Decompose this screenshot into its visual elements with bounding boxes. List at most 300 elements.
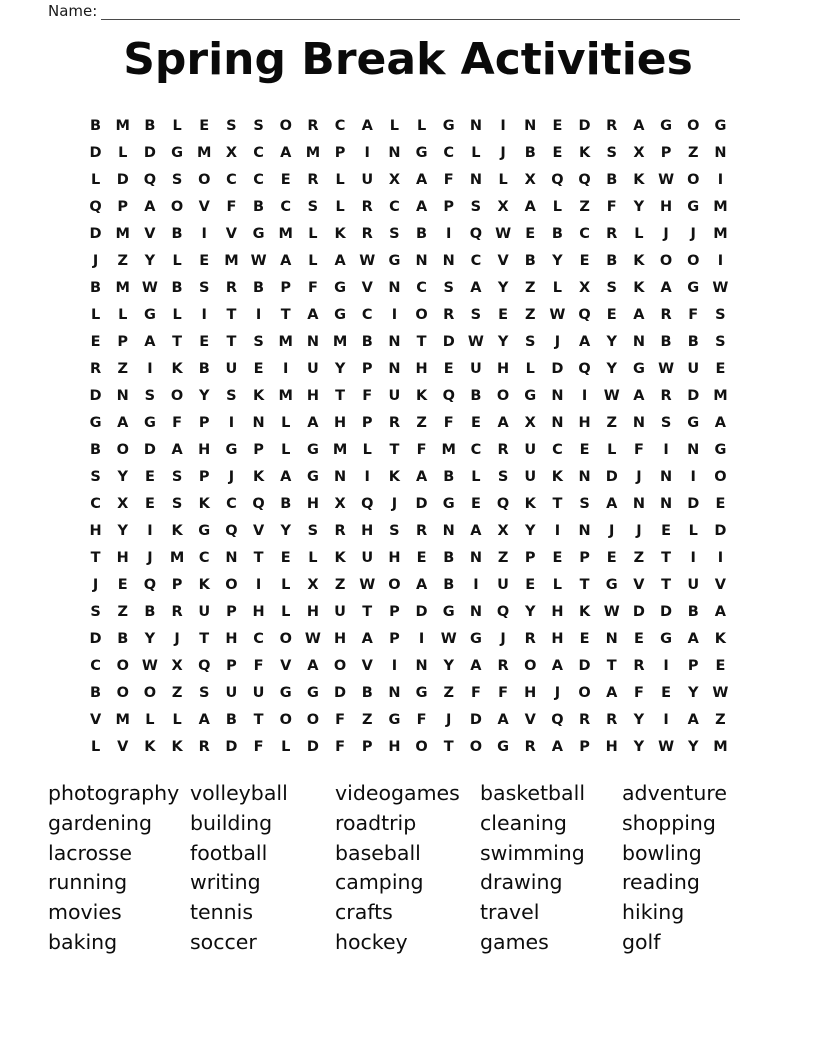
grid-cell[interactable]: W (141, 657, 158, 674)
grid-cell[interactable]: H (306, 603, 319, 620)
grid-cell[interactable]: L (281, 576, 291, 593)
grid-cell[interactable]: L (552, 576, 563, 593)
grid-cell[interactable]: R (633, 657, 645, 674)
grid-cell[interactable]: F (335, 711, 346, 728)
grid-cell[interactable]: E (280, 171, 291, 188)
grid-cell[interactable]: Z (497, 549, 509, 566)
grid-cell[interactable]: J (500, 630, 506, 647)
grid-cell[interactable]: T (253, 549, 264, 566)
grid-cell[interactable]: H (334, 414, 347, 431)
grid-cell[interactable]: F (633, 441, 644, 458)
grid-cell[interactable]: G (687, 414, 700, 431)
grid-cell[interactable]: X (307, 576, 319, 593)
grid-cell[interactable]: N (551, 414, 564, 431)
grid-cell[interactable]: N (578, 522, 591, 539)
grid-cell[interactable]: H (116, 549, 129, 566)
grid-cell[interactable]: D (143, 144, 156, 161)
grid-cell[interactable]: R (524, 630, 536, 647)
grid-cell[interactable]: S (226, 387, 237, 404)
grid-cell[interactable]: A (144, 333, 156, 350)
grid-cell[interactable]: X (334, 495, 346, 512)
grid-cell[interactable]: J (147, 549, 153, 566)
grid-cell[interactable]: Y (606, 333, 617, 350)
grid-cell[interactable]: Z (171, 684, 183, 701)
grid-cell[interactable]: F (335, 738, 346, 755)
grid-cell[interactable]: R (497, 657, 509, 674)
grid-cell[interactable]: W (549, 306, 566, 323)
grid-cell[interactable]: A (633, 117, 645, 134)
grid-cell[interactable]: Y (552, 252, 563, 269)
grid-cell[interactable]: T (606, 657, 617, 674)
grid-cell[interactable]: I (690, 549, 696, 566)
grid-cell[interactable]: B (90, 279, 102, 296)
grid-cell[interactable]: L (90, 171, 101, 188)
grid-cell[interactable]: L (118, 144, 128, 161)
grid-cell[interactable]: A (117, 414, 129, 431)
grid-cell[interactable]: Y (280, 522, 291, 539)
grid-cell[interactable]: M (713, 387, 728, 404)
grid-cell[interactable]: O (415, 306, 428, 323)
grid-cell[interactable]: H (306, 495, 319, 512)
grid-cell[interactable]: T (362, 603, 373, 620)
grid-cell[interactable]: W (250, 252, 267, 269)
grid-cell[interactable]: R (660, 387, 672, 404)
grid-cell[interactable]: S (389, 225, 400, 242)
grid-cell[interactable]: N (388, 144, 401, 161)
grid-cell[interactable]: A (470, 522, 482, 539)
grid-cell[interactable]: I (201, 225, 207, 242)
grid-cell[interactable]: O (469, 738, 483, 755)
grid-cell[interactable]: N (632, 495, 645, 512)
grid-cell[interactable]: H (578, 414, 591, 431)
grid-cell[interactable]: K (633, 252, 645, 269)
name-fill-in-line[interactable] (101, 5, 740, 20)
grid-cell[interactable]: G (632, 360, 645, 377)
grid-cell[interactable]: I (554, 522, 561, 539)
grid-cell[interactable]: R (198, 738, 210, 755)
grid-cell[interactable]: O (714, 468, 727, 485)
grid-cell[interactable]: V (252, 522, 265, 539)
grid-cell[interactable]: E (280, 549, 291, 566)
grid-cell[interactable]: E (552, 117, 563, 134)
grid-cell[interactable]: E (498, 306, 509, 323)
grid-cell[interactable]: C (443, 144, 455, 161)
grid-cell[interactable]: I (147, 360, 153, 377)
grid-cell[interactable]: E (715, 360, 726, 377)
grid-cell[interactable]: N (469, 603, 482, 620)
grid-cell[interactable]: L (172, 252, 182, 269)
grid-cell[interactable]: K (171, 522, 183, 539)
grid-cell[interactable]: A (714, 414, 727, 431)
grid-cell[interactable]: M (441, 441, 456, 458)
grid-cell[interactable]: N (632, 414, 645, 431)
grid-cell[interactable]: S (199, 684, 210, 701)
grid-cell[interactable]: U (361, 171, 374, 188)
grid-cell[interactable]: A (307, 306, 319, 323)
grid-cell[interactable]: S (171, 468, 183, 485)
grid-cell[interactable]: H (605, 738, 618, 755)
grid-cell[interactable]: H (415, 360, 428, 377)
grid-cell[interactable]: A (470, 657, 482, 674)
grid-cell[interactable]: I (391, 306, 398, 323)
grid-cell[interactable]: Z (117, 360, 128, 377)
grid-cell[interactable]: U (388, 387, 401, 404)
grid-cell[interactable]: N (578, 468, 591, 485)
grid-cell[interactable]: S (443, 279, 454, 296)
grid-cell[interactable]: I (283, 360, 289, 377)
grid-cell[interactable]: J (609, 522, 615, 539)
grid-cell[interactable]: W (359, 252, 376, 269)
grid-cell[interactable]: N (469, 171, 482, 188)
grid-cell[interactable]: P (389, 603, 400, 620)
grid-cell[interactable]: K (633, 171, 645, 188)
grid-cell[interactable]: I (255, 576, 262, 593)
grid-cell[interactable]: Q (442, 387, 455, 404)
grid-cell[interactable]: A (497, 414, 509, 431)
grid-cell[interactable]: T (552, 495, 563, 512)
grid-cell[interactable]: J (690, 225, 696, 242)
grid-cell[interactable]: L (498, 171, 508, 188)
grid-cell[interactable]: V (361, 657, 373, 674)
grid-cell[interactable]: V (225, 225, 238, 242)
grid-cell[interactable]: T (280, 306, 291, 323)
grid-cell[interactable]: X (388, 171, 400, 188)
grid-cell[interactable]: H (551, 630, 564, 647)
grid-cell[interactable]: O (170, 387, 184, 404)
grid-cell[interactable]: I (418, 630, 425, 647)
grid-cell[interactable]: N (660, 468, 673, 485)
grid-cell[interactable]: C (579, 225, 590, 242)
grid-cell[interactable]: I (663, 657, 669, 674)
grid-cell[interactable]: S (715, 333, 726, 350)
grid-cell[interactable]: B (443, 576, 455, 593)
grid-cell[interactable]: K (171, 738, 183, 755)
grid-cell[interactable]: W (304, 630, 321, 647)
grid-cell[interactable]: A (415, 198, 428, 215)
grid-cell[interactable]: O (415, 738, 428, 755)
grid-cell[interactable]: P (280, 279, 292, 296)
grid-cell[interactable]: F (307, 279, 318, 296)
grid-cell[interactable]: Q (578, 360, 591, 377)
grid-cell[interactable]: P (361, 414, 373, 431)
grid-cell[interactable]: R (443, 306, 455, 323)
grid-cell[interactable]: Q (551, 711, 564, 728)
grid-cell[interactable]: S (606, 144, 617, 161)
grid-cell[interactable]: X (578, 279, 591, 296)
grid-cell[interactable]: G (469, 630, 482, 647)
grid-cell[interactable]: P (334, 144, 346, 161)
grid-cell[interactable]: S (226, 117, 237, 134)
grid-cell[interactable]: G (388, 252, 401, 269)
grid-cell[interactable]: H (660, 198, 673, 215)
grid-cell[interactable]: E (579, 441, 590, 458)
grid-cell[interactable]: T (335, 387, 346, 404)
grid-cell[interactable]: B (171, 279, 183, 296)
grid-cell[interactable]: Z (633, 549, 645, 566)
grid-cell[interactable]: B (90, 684, 102, 701)
grid-cell[interactable]: L (281, 441, 291, 458)
grid-cell[interactable]: G (714, 117, 727, 134)
grid-cell[interactable]: L (471, 468, 481, 485)
grid-cell[interactable]: Q (89, 198, 102, 215)
grid-cell[interactable]: B (171, 225, 183, 242)
grid-cell[interactable]: H (361, 522, 374, 539)
grid-cell[interactable]: C (198, 549, 210, 566)
grid-cell[interactable]: A (171, 441, 183, 458)
grid-cell[interactable]: S (253, 117, 264, 134)
grid-cell[interactable]: U (524, 441, 537, 458)
grid-cell[interactable]: G (334, 306, 347, 323)
grid-cell[interactable]: W (603, 387, 620, 404)
grid-cell[interactable]: E (90, 333, 101, 350)
grid-cell[interactable]: N (306, 333, 319, 350)
grid-cell[interactable]: D (143, 441, 156, 458)
grid-cell[interactable]: U (307, 360, 319, 377)
grid-cell[interactable]: E (661, 684, 672, 701)
grid-cell[interactable]: C (389, 198, 400, 215)
grid-cell[interactable]: B (524, 144, 536, 161)
grid-cell[interactable]: Z (117, 603, 128, 620)
grid-cell[interactable]: F (172, 414, 183, 431)
grid-cell[interactable]: R (606, 711, 618, 728)
grid-cell[interactable]: M (169, 549, 185, 566)
grid-cell[interactable]: O (279, 711, 292, 728)
grid-cell[interactable]: R (524, 738, 536, 755)
grid-cell[interactable]: N (116, 387, 129, 404)
grid-cell[interactable]: J (554, 333, 561, 350)
grid-cell[interactable]: D (578, 657, 591, 674)
grid-cell[interactable]: B (470, 387, 482, 404)
grid-cell[interactable]: U (687, 576, 700, 593)
grid-cell[interactable]: S (144, 387, 156, 404)
grid-cell[interactable]: F (226, 198, 237, 215)
grid-cell[interactable]: X (497, 198, 509, 215)
grid-cell[interactable]: Y (117, 468, 128, 485)
grid-cell[interactable]: U (497, 576, 509, 593)
grid-cell[interactable]: R (361, 198, 373, 215)
grid-cell[interactable]: A (524, 198, 536, 215)
grid-cell[interactable]: N (388, 279, 401, 296)
grid-cell[interactable]: E (525, 225, 536, 242)
grid-cell[interactable]: L (308, 225, 318, 242)
grid-cell[interactable]: Y (198, 387, 210, 404)
grid-cell[interactable]: B (687, 333, 699, 350)
grid-cell[interactable]: Y (524, 522, 536, 539)
grid-cell[interactable]: U (225, 360, 238, 377)
grid-cell[interactable]: T (579, 576, 590, 593)
grid-cell[interactable]: Q (496, 603, 510, 620)
grid-cell[interactable]: K (198, 576, 210, 593)
grid-cell[interactable]: W (141, 279, 158, 296)
grid-cell[interactable]: B (117, 630, 129, 647)
grid-cell[interactable]: N (551, 387, 564, 404)
grid-cell[interactable]: D (660, 603, 673, 620)
grid-cell[interactable]: T (226, 306, 237, 323)
grid-cell[interactable]: P (443, 198, 455, 215)
grid-cell[interactable]: G (415, 684, 428, 701)
grid-cell[interactable]: M (115, 117, 130, 134)
grid-cell[interactable]: U (334, 603, 346, 620)
grid-cell[interactable]: J (92, 252, 99, 269)
grid-cell[interactable]: N (334, 468, 347, 485)
grid-cell[interactable]: O (143, 684, 157, 701)
grid-cell[interactable]: D (551, 360, 564, 377)
grid-cell[interactable]: W (440, 630, 457, 647)
grid-cell[interactable]: D (415, 603, 428, 620)
grid-cell[interactable]: N (388, 333, 401, 350)
grid-cell[interactable]: B (280, 495, 292, 512)
grid-cell[interactable]: M (713, 225, 728, 242)
grid-cell[interactable]: W (467, 333, 484, 350)
grid-cell[interactable]: C (253, 171, 264, 188)
grid-cell[interactable]: L (335, 171, 345, 188)
grid-cell[interactable]: O (578, 684, 591, 701)
grid-cell[interactable]: N (632, 333, 645, 350)
grid-cell[interactable]: Z (361, 711, 373, 728)
grid-cell[interactable]: I (255, 306, 262, 323)
grid-cell[interactable]: M (278, 225, 293, 242)
grid-cell[interactable]: B (198, 360, 210, 377)
grid-cell[interactable]: D (442, 333, 455, 350)
grid-cell[interactable]: F (470, 684, 481, 701)
grid-cell[interactable]: B (524, 252, 536, 269)
grid-cell[interactable]: E (715, 495, 726, 512)
grid-cell[interactable]: G (442, 495, 455, 512)
grid-cell[interactable]: S (579, 495, 590, 512)
grid-cell[interactable]: H (198, 441, 211, 458)
grid-cell[interactable]: R (497, 441, 509, 458)
grid-cell[interactable]: A (415, 171, 428, 188)
grid-cell[interactable]: I (581, 387, 588, 404)
grid-cell[interactable]: T (389, 441, 400, 458)
grid-cell[interactable]: H (252, 603, 265, 620)
grid-cell[interactable]: E (633, 630, 644, 647)
grid-cell[interactable]: F (253, 657, 264, 674)
grid-cell[interactable]: A (280, 468, 292, 485)
grid-cell[interactable]: A (633, 306, 645, 323)
grid-cell[interactable]: M (115, 711, 130, 728)
grid-cell[interactable]: L (335, 198, 345, 215)
grid-cell[interactable]: F (443, 414, 454, 431)
grid-cell[interactable]: D (687, 387, 700, 404)
grid-cell[interactable]: C (416, 279, 427, 296)
grid-cell[interactable]: V (497, 252, 509, 269)
grid-cell[interactable]: Y (687, 684, 699, 701)
grid-cell[interactable]: Y (497, 279, 509, 296)
grid-cell[interactable]: R (606, 117, 618, 134)
grid-cell[interactable]: P (171, 576, 183, 593)
grid-cell[interactable]: D (225, 738, 238, 755)
grid-cell[interactable]: L (607, 441, 617, 458)
grid-cell[interactable]: M (115, 279, 130, 296)
grid-cell[interactable]: A (361, 630, 373, 647)
grid-cell[interactable]: O (116, 684, 129, 701)
grid-cell[interactable]: K (578, 144, 591, 161)
grid-cell[interactable]: A (334, 252, 346, 269)
grid-cell[interactable]: P (226, 603, 237, 620)
grid-cell[interactable]: N (687, 441, 700, 458)
grid-cell[interactable]: A (714, 603, 727, 620)
grid-cell[interactable]: K (578, 603, 591, 620)
grid-cell[interactable]: G (714, 441, 727, 458)
grid-cell[interactable]: G (660, 630, 673, 647)
grid-cell[interactable]: W (495, 225, 512, 242)
grid-cell[interactable]: Y (334, 360, 346, 377)
grid-cell[interactable]: E (579, 252, 590, 269)
grid-cell[interactable]: S (171, 171, 183, 188)
grid-cell[interactable]: G (143, 306, 156, 323)
grid-cell[interactable]: P (524, 549, 536, 566)
grid-cell[interactable]: R (660, 306, 672, 323)
grid-cell[interactable]: O (687, 117, 700, 134)
grid-cell[interactable]: Q (469, 225, 483, 242)
grid-cell[interactable]: C (470, 252, 482, 269)
grid-cell[interactable]: V (89, 711, 102, 728)
grid-cell[interactable]: O (225, 576, 238, 593)
grid-cell[interactable]: B (90, 441, 102, 458)
grid-cell[interactable]: X (117, 495, 129, 512)
grid-cell[interactable]: B (144, 603, 156, 620)
grid-cell[interactable]: L (281, 603, 291, 620)
grid-cell[interactable]: E (443, 360, 454, 377)
grid-cell[interactable]: V (524, 711, 536, 728)
grid-cell[interactable]: F (633, 684, 644, 701)
grid-cell[interactable]: O (279, 630, 292, 647)
grid-cell[interactable]: K (633, 279, 645, 296)
grid-cell[interactable]: A (578, 333, 591, 350)
grid-cell[interactable]: G (171, 144, 184, 161)
grid-cell[interactable]: B (606, 171, 618, 188)
grid-cell[interactable]: B (443, 468, 455, 485)
grid-cell[interactable]: P (253, 441, 264, 458)
grid-cell[interactable]: A (415, 468, 428, 485)
grid-cell[interactable]: V (198, 198, 210, 215)
grid-cell[interactable]: U (687, 360, 700, 377)
grid-cell[interactable]: P (117, 333, 129, 350)
grid-cell[interactable]: B (443, 549, 455, 566)
grid-cell[interactable]: G (279, 684, 292, 701)
grid-cell[interactable]: A (361, 117, 373, 134)
grid-cell[interactable]: D (632, 603, 645, 620)
grid-cell[interactable]: F (443, 171, 454, 188)
grid-cell[interactable]: G (225, 441, 238, 458)
grid-cell[interactable]: S (307, 198, 319, 215)
grid-cell[interactable]: F (498, 684, 509, 701)
grid-cell[interactable]: C (90, 495, 101, 512)
grid-cell[interactable]: N (225, 549, 238, 566)
grid-cell[interactable]: P (117, 198, 129, 215)
grid-cell[interactable]: Q (551, 171, 564, 188)
grid-cell[interactable]: J (663, 225, 669, 242)
grid-cell[interactable]: N (442, 252, 455, 269)
grid-cell[interactable]: H (89, 522, 102, 539)
grid-cell[interactable]: Q (143, 171, 157, 188)
grid-cell[interactable]: C (226, 495, 237, 512)
grid-cell[interactable]: K (252, 387, 265, 404)
grid-cell[interactable]: M (278, 387, 293, 404)
grid-cell[interactable]: X (225, 144, 237, 161)
grid-cell[interactable]: G (415, 144, 428, 161)
grid-cell[interactable]: R (606, 225, 618, 242)
grid-cell[interactable]: A (415, 576, 428, 593)
grid-cell[interactable]: O (659, 252, 673, 269)
grid-cell[interactable]: K (524, 495, 536, 512)
grid-cell[interactable]: B (551, 225, 563, 242)
grid-cell[interactable]: L (525, 360, 535, 377)
grid-cell[interactable]: C (334, 117, 346, 134)
grid-cell[interactable]: I (663, 711, 669, 728)
grid-cell[interactable]: J (228, 468, 235, 485)
